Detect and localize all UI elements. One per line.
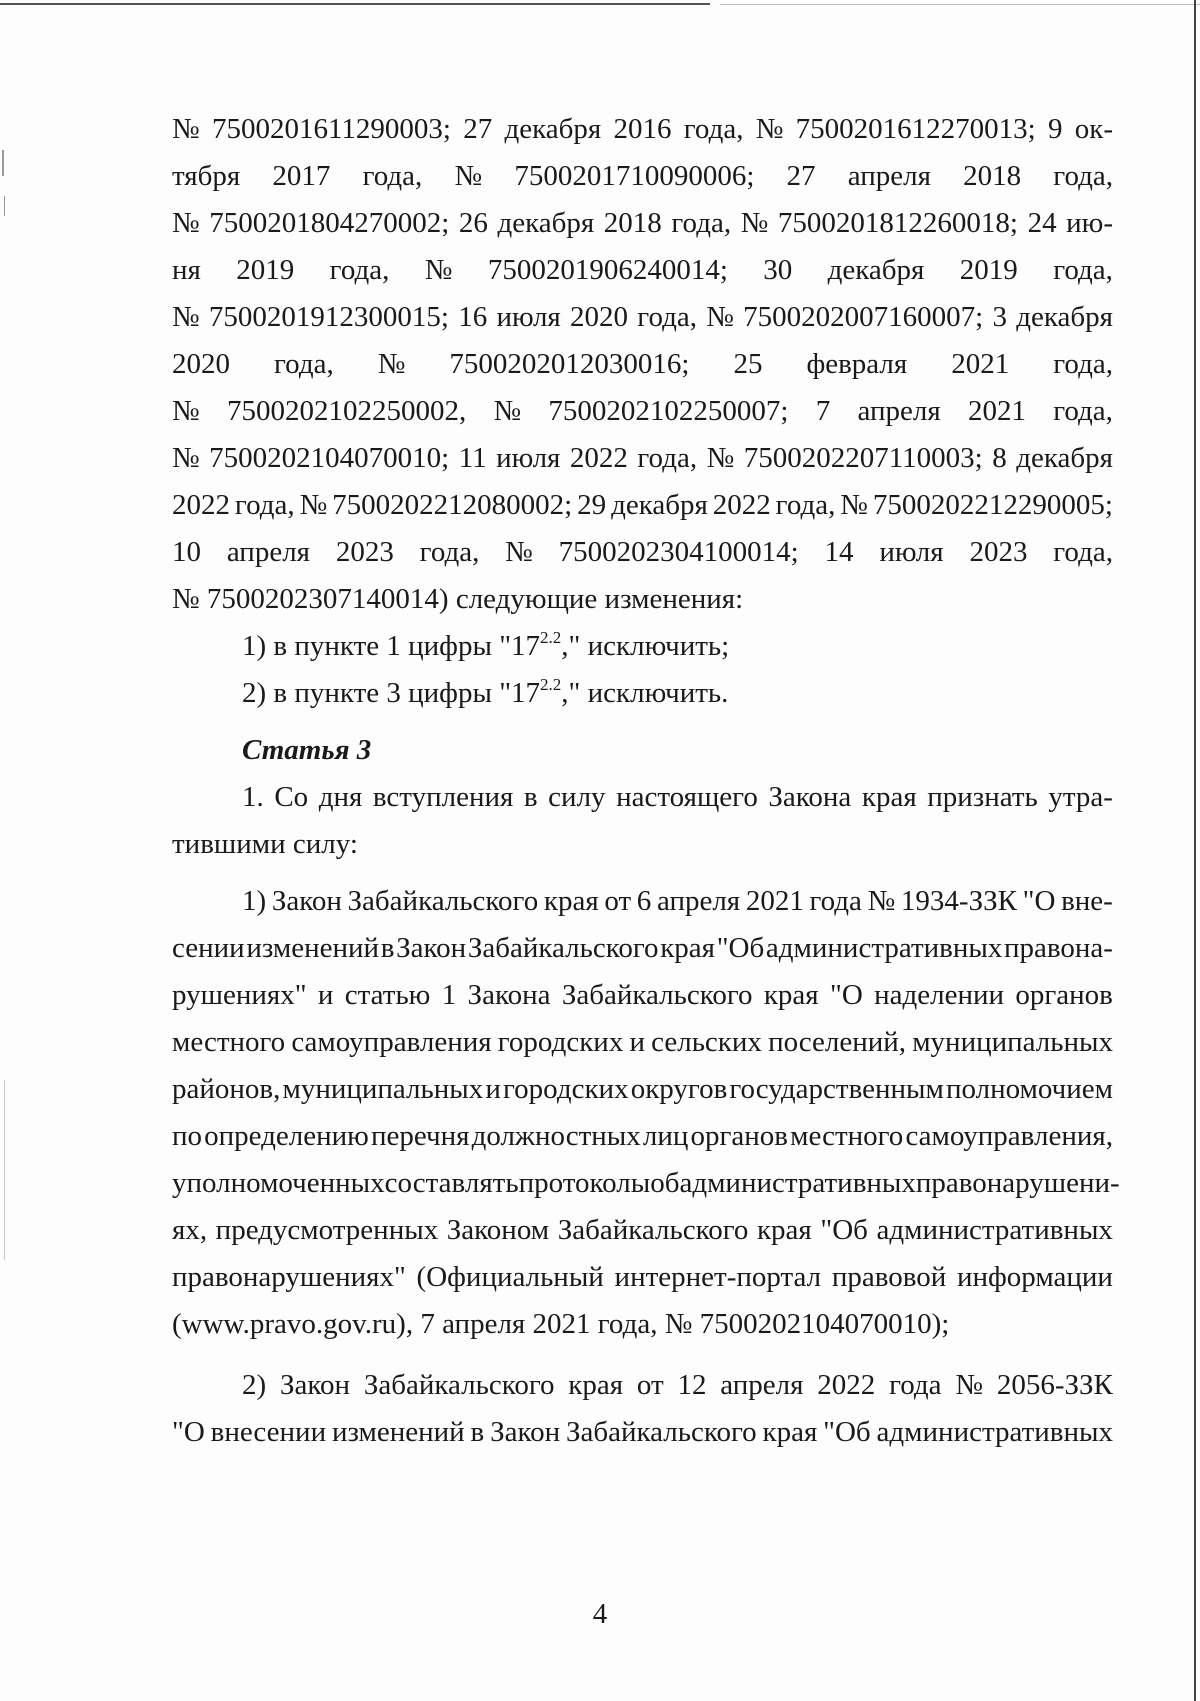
word: предусмотренных <box>215 1214 439 1246</box>
word: 7500201710090006; <box>514 160 755 192</box>
word: изменений <box>331 1416 465 1448</box>
word: вне- <box>1061 885 1113 917</box>
word: края <box>861 781 917 813</box>
word: декабря <box>1016 442 1113 474</box>
word: Закона <box>467 979 551 1011</box>
word: Закона <box>768 781 852 813</box>
word: 14 <box>824 536 854 568</box>
word: 27 <box>463 113 493 145</box>
word: изменений <box>246 932 380 964</box>
word: № <box>505 536 533 568</box>
word: 24 <box>1027 207 1057 239</box>
word: 7500201612270013; <box>795 113 1036 145</box>
word: края <box>762 1416 818 1448</box>
word: № <box>840 489 868 521</box>
word: 2021 <box>967 395 1026 427</box>
word: дня <box>318 781 363 813</box>
word: 26 <box>458 207 488 239</box>
word: протоколы <box>518 1167 651 1199</box>
word: 2016 <box>613 113 672 145</box>
text-line <box>172 388 1113 435</box>
word: № <box>740 207 769 239</box>
word: Закон <box>396 932 467 964</box>
word: 2019 <box>236 254 295 286</box>
word: Закон <box>279 1369 351 1401</box>
word: Со <box>274 781 309 813</box>
word: тября <box>172 160 241 192</box>
word: органов <box>1015 979 1113 1011</box>
word: от <box>604 885 632 917</box>
word: 10 <box>172 536 201 568</box>
word: апреля <box>857 395 941 427</box>
word: № <box>867 885 896 917</box>
word: № <box>172 207 200 239</box>
word: 2022 <box>712 489 771 521</box>
word: "Об <box>716 932 765 964</box>
text-line <box>172 1207 1113 1254</box>
word: июля <box>879 536 944 568</box>
word: административных <box>876 1416 1113 1448</box>
word: № <box>172 395 200 427</box>
word: самоуправления <box>291 1026 492 1058</box>
superscript: 2.2 <box>540 675 562 694</box>
word: поселений, <box>768 1026 907 1058</box>
word: 2022 <box>172 489 230 521</box>
word: края <box>756 1214 812 1246</box>
word: года, <box>671 207 732 239</box>
word: ию- <box>1066 207 1113 239</box>
word: 2020 <box>570 301 629 333</box>
text-line <box>172 1254 1113 1301</box>
word: 7500201804270002; <box>209 207 450 239</box>
word: 7500201812260018; <box>777 207 1018 239</box>
word: настоящего <box>616 781 758 813</box>
word: административных <box>679 1167 916 1199</box>
word: года, <box>637 301 697 333</box>
scan-artifact-mark <box>4 1080 5 1260</box>
word: года <box>809 885 862 917</box>
word: сельских <box>651 1026 762 1058</box>
word: уполномоченных <box>172 1167 385 1199</box>
word: 1934-ЗЗК <box>900 885 1017 917</box>
scan-artifact-mark <box>2 150 4 176</box>
text-line <box>172 1362 1113 1409</box>
word: и <box>485 1073 501 1105</box>
word: февраля <box>806 348 908 380</box>
word: городских <box>503 1073 629 1105</box>
word: составлять <box>384 1167 519 1199</box>
word: определению <box>204 1120 369 1152</box>
word: муниципальных <box>912 1026 1113 1058</box>
word: органов <box>690 1120 788 1152</box>
word: декабря <box>497 207 595 239</box>
page-number: 4 <box>592 1598 608 1630</box>
word: года, <box>329 254 390 286</box>
text-line <box>172 341 1113 388</box>
word: должностных <box>471 1120 641 1152</box>
word: Законом <box>446 1214 550 1246</box>
word: информации <box>956 1261 1113 1293</box>
word: года, <box>637 442 698 474</box>
word: апреля <box>720 1369 804 1401</box>
word: признать <box>927 781 1038 813</box>
scan-artifact-top-line-faint <box>720 4 1200 5</box>
word: Забайкальского <box>561 979 753 1011</box>
word: внесении <box>210 1416 327 1448</box>
text-line <box>172 294 1113 341</box>
text-line: № 7500202307140014) следующие изменения: <box>172 583 744 615</box>
word: Забайкальского <box>363 1369 555 1401</box>
word: 7500202104070010; <box>209 442 450 474</box>
word: № <box>493 395 522 427</box>
word: городских <box>497 1026 624 1058</box>
word: силу <box>548 781 606 813</box>
word: 2018 <box>963 160 1022 192</box>
word: № <box>706 442 735 474</box>
word: декабря <box>1016 301 1113 333</box>
word: 25 <box>733 348 763 380</box>
word: 7500202212080002; <box>332 489 573 521</box>
word: 11 <box>458 442 487 474</box>
word: года, <box>362 160 423 192</box>
word: декабря <box>504 113 602 145</box>
word: 7500201912300015; <box>208 301 449 333</box>
word: 7 <box>815 395 831 427</box>
word: ях, <box>172 1214 208 1246</box>
text-line <box>172 1066 1113 1113</box>
word: в <box>470 1416 485 1448</box>
word: районов, <box>172 1073 281 1105</box>
word: 2056-ЗЗК <box>996 1369 1113 1401</box>
word: государственным <box>729 1073 944 1105</box>
word: 1) <box>242 885 267 917</box>
word: Забайкальского <box>565 1416 757 1448</box>
word: 9 <box>1047 113 1063 145</box>
word: года, <box>419 536 480 568</box>
word: 7500201906240014; <box>487 254 728 286</box>
word: в <box>523 781 538 813</box>
word: апреля <box>226 536 311 568</box>
word: декабря <box>827 254 925 286</box>
word: "Об <box>820 1214 868 1246</box>
word: 7500202304100014; <box>558 536 799 568</box>
word: об <box>650 1167 680 1199</box>
word: административных <box>876 1214 1113 1246</box>
word: правонарушени- <box>915 1167 1120 1199</box>
word: № <box>755 113 784 145</box>
word: № <box>706 301 734 333</box>
scan-artifact-right-edge <box>1194 0 1196 1701</box>
word: года, <box>1053 254 1113 286</box>
word: 16 <box>458 301 488 333</box>
list-item-amendment-1: 1) в пункте 1 цифры "$17^{2.2}$," исключить; <box>242 628 730 662</box>
word: 2) <box>242 1369 267 1401</box>
word: и <box>317 979 334 1011</box>
article-heading: Статья 3 <box>242 734 372 766</box>
word: утра- <box>1048 781 1113 813</box>
word: года, <box>1053 536 1113 568</box>
word: Забайкальского <box>347 885 539 917</box>
word: года, <box>1053 395 1113 427</box>
word: "Об <box>823 1416 871 1448</box>
word: правонарушениях" <box>172 1261 406 1293</box>
word: 2022 <box>817 1369 876 1401</box>
text-line <box>172 200 1113 247</box>
word: наделении <box>874 979 1005 1011</box>
text-line: (www.pravo.gov.ru), 7 апреля 2021 года, № 7500202104070010); <box>172 1308 950 1340</box>
word: рушениях" <box>172 979 307 1011</box>
word: лиц <box>642 1120 689 1152</box>
word: года, <box>683 113 744 145</box>
word: № <box>172 301 200 333</box>
text-line <box>172 435 1113 482</box>
text-line <box>172 1019 1113 1066</box>
word: года, <box>274 348 334 380</box>
word: 2020 <box>172 348 230 380</box>
text-line <box>172 1160 1120 1207</box>
word: от <box>636 1369 664 1401</box>
word: "О <box>172 1416 205 1448</box>
word: № <box>299 489 328 521</box>
word: июля <box>496 442 561 474</box>
scan-artifact-mark <box>4 196 5 216</box>
word: 1. <box>242 781 264 813</box>
word: 3 <box>992 301 1007 333</box>
word: полномочием <box>945 1073 1113 1105</box>
word: года, <box>1053 348 1113 380</box>
text-line <box>172 1113 1113 1160</box>
word: 2017 <box>272 160 331 192</box>
word: статью <box>344 979 431 1011</box>
word: Закон <box>490 1416 561 1448</box>
word: 8 <box>992 442 1007 474</box>
word: округов <box>630 1073 728 1105</box>
word: 7500202212290005; <box>872 489 1113 521</box>
word: 7500202207110003; <box>743 442 983 474</box>
word: Забайкальского <box>557 1214 749 1246</box>
word: и <box>629 1026 645 1058</box>
word: края <box>763 979 819 1011</box>
text-line <box>172 774 1113 821</box>
word: интернет-портал <box>614 1261 822 1293</box>
word: "О <box>1022 885 1056 917</box>
word: края <box>568 1369 624 1401</box>
word: № <box>172 113 200 145</box>
word: в <box>380 932 395 964</box>
word: ок- <box>1074 113 1113 145</box>
word: правона- <box>1004 932 1113 964</box>
word: № <box>955 1369 984 1401</box>
word: ня <box>172 254 201 286</box>
word: года, <box>234 489 295 521</box>
word: местного <box>172 1026 286 1058</box>
word: "О <box>830 979 863 1011</box>
word: края <box>660 932 716 964</box>
word: 6 <box>636 885 652 917</box>
word: 7500202102250007; <box>548 395 789 427</box>
word: (Официальный <box>416 1261 604 1293</box>
word: 12 <box>677 1369 707 1401</box>
text-line <box>172 972 1113 1019</box>
text-line <box>172 153 1113 200</box>
word: апреля <box>847 160 931 192</box>
word: вступления <box>372 781 514 813</box>
text-line <box>172 878 1113 925</box>
word: 2021 <box>745 885 804 917</box>
word: перечня <box>370 1120 470 1152</box>
word: правовой <box>831 1261 947 1293</box>
word: года, <box>775 489 836 521</box>
word: Закон <box>271 885 342 917</box>
word: июля <box>496 301 561 333</box>
scan-artifact-top-line <box>0 3 710 5</box>
word: 7500202102250002, <box>226 395 467 427</box>
word: 2018 <box>603 207 662 239</box>
word: самоуправления, <box>905 1120 1113 1152</box>
word: 1 <box>441 979 457 1011</box>
text-line <box>172 925 1113 972</box>
word: года <box>889 1369 942 1401</box>
word: года, <box>1053 160 1113 192</box>
text-line <box>172 1409 1113 1456</box>
word: 30 <box>763 254 793 286</box>
word: № <box>424 254 453 286</box>
word: 2023 <box>335 536 394 568</box>
word: муниципальных <box>282 1073 484 1105</box>
word: 2023 <box>969 536 1028 568</box>
word: по <box>172 1120 203 1152</box>
text-line <box>172 247 1113 294</box>
word: № <box>172 442 200 474</box>
text-line <box>172 529 1113 576</box>
word: № <box>454 160 483 192</box>
word: административных <box>765 932 1003 964</box>
word: края <box>543 885 599 917</box>
text-line: тившими силу: <box>172 828 358 860</box>
document-body <box>172 106 1120 1456</box>
word: 7500202007160007; <box>743 301 984 333</box>
word: Забайкальского <box>467 932 659 964</box>
word: 2022 <box>569 442 628 474</box>
text-line <box>172 482 1113 529</box>
word: 27 <box>786 160 816 192</box>
word: местного <box>790 1120 904 1152</box>
text-line <box>172 106 1113 153</box>
word: 29 <box>577 489 607 521</box>
list-item-amendment-2: 2) в пункте 3 цифры "$17^{2.2}$," исключить. <box>242 675 729 709</box>
word: № <box>377 348 406 380</box>
word: 7500202012030016; <box>449 348 690 380</box>
word: сении <box>172 932 245 964</box>
superscript: 2.2 <box>540 628 562 647</box>
word: 2019 <box>959 254 1018 286</box>
word: 2021 <box>951 348 1010 380</box>
word: 7500201611290003; <box>211 113 451 145</box>
word: декабря <box>611 489 708 521</box>
word: апреля <box>656 885 741 917</box>
